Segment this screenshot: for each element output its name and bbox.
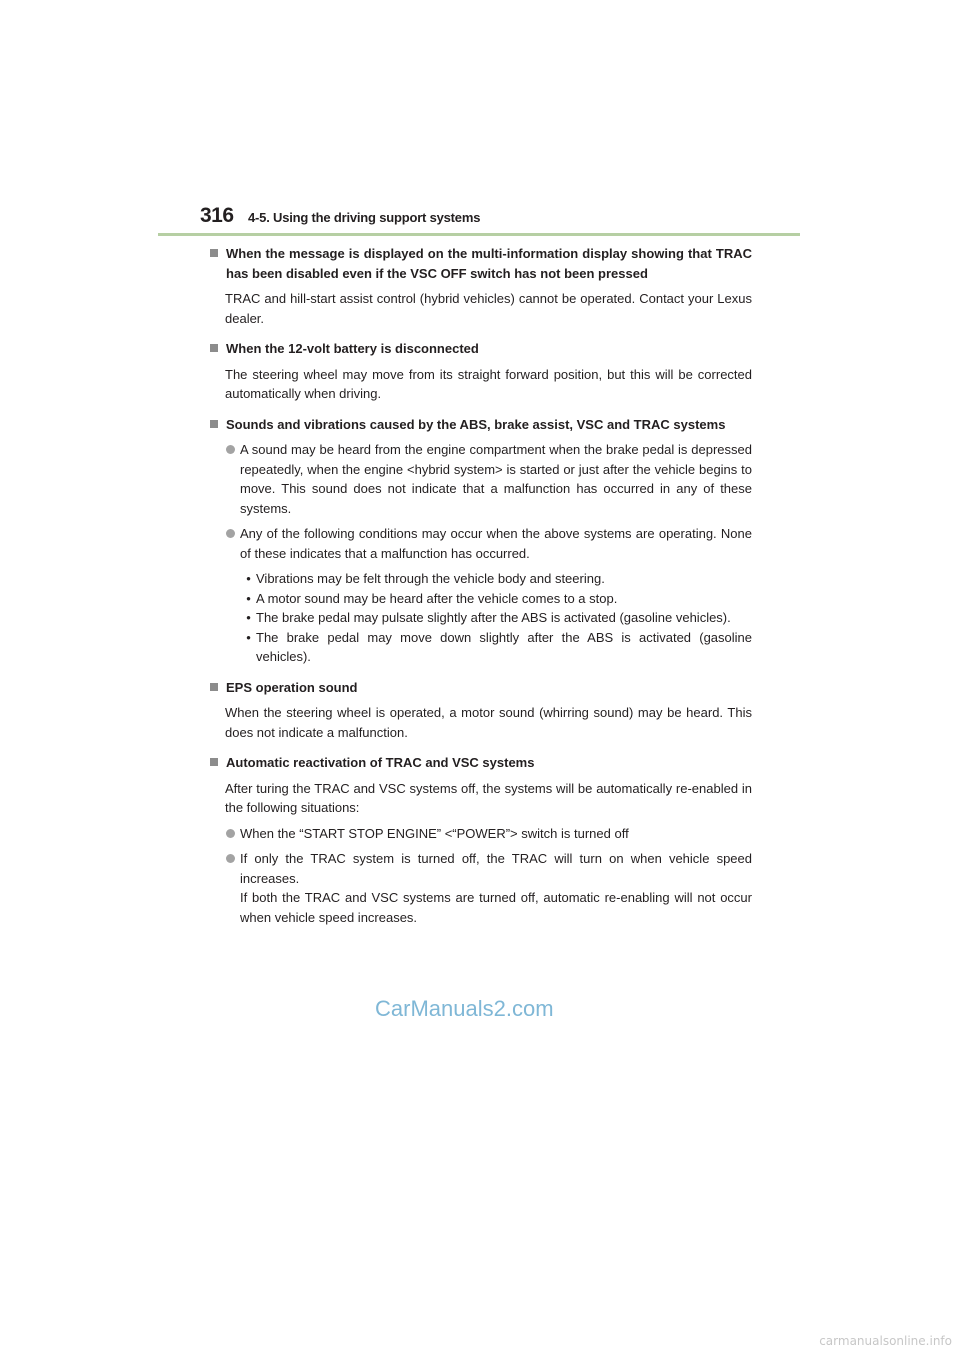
list-item: When the “START STOP ENGINE” <“POWER”> switch is turned off [210,824,752,844]
small-dot-icon: • [246,590,251,606]
list-item: If only the TRAC system is turned off, the TRAC will turn on when vehicle speed increases. If both the TRAC and VSC systems are turned off, automatic re-enabling will not occur when vehicle speed increases. [210,849,752,927]
square-bullet-icon [210,758,218,766]
section-body: After turing the TRAC and VSC systems off, the systems will be automatically re-enabled in the following situations: [225,780,752,815]
list-item: A sound may be heard from the engine compartment when the brake pedal is depressed repeatedly, when the engine <hybrid system> is started or just after the vehicle begins to move. This sound does not indicate that a malfunction has occurred in any of these systems. [210,440,752,518]
section-body: TRAC and hill-start assist control (hybrid vehicles) cannot be operated. Contact your Lexus dealer. [225,291,752,326]
section-heading: EPS operation sound [210,678,752,698]
header-rule [158,233,800,236]
square-bullet-icon [210,344,218,352]
page-number: 316 [200,204,234,227]
round-bullet-icon [226,529,235,538]
round-bullet-icon [226,445,235,454]
section-heading: When the 12-volt battery is disconnected [210,339,752,359]
sub-list-item: • The brake pedal may move down slightly after the ABS is activated (gasoline vehicles). [210,628,752,667]
list-item: Any of the following conditions may occur when the above systems are operating. None of these indicates that a malfunction has occurred. [210,524,752,563]
footer-watermark: carmanualsonline.info [819,1334,952,1348]
section-eps-sound [210,678,752,743]
watermark-logo: CarManuals2.com [375,996,554,1021]
section-heading: When the message is displayed on the multi-information display showing that TRAC has been disabled even if the VSC OFF switch has not been pressed [210,244,752,283]
round-bullet-icon [226,854,235,863]
round-bullet-icon [226,829,235,838]
section-body: When the steering wheel is operated, a motor sound (whirring sound) may be heard. This does not indicate a malfunction. [225,705,752,740]
section-sounds-vibrations [210,415,752,667]
small-dot-icon: • [246,571,251,586]
sub-list [210,569,752,667]
square-bullet-icon [210,420,218,428]
section-trac-disabled [210,244,752,328]
sub-list-item: • A motor sound may be heard after the vehicle comes to a stop. [210,589,752,609]
sub-list-item: • The brake pedal may pulsate slightly after the ABS is activated (gasoline vehicles). [210,608,752,628]
section-heading: Sounds and vibrations caused by the ABS, brake assist, VSC and TRAC systems [210,415,752,435]
section-title: 4-5. Using the driving support systems [248,210,481,225]
page-header [200,204,800,234]
square-bullet-icon [210,683,218,691]
section-body: The steering wheel may move from its straight forward position, but this will be corrected automatically when driving. [225,366,752,401]
section-heading: Automatic reactivation of TRAC and VSC systems [210,753,752,773]
sub-list-item: • Vibrations may be felt through the vehicle body and steering. [210,569,752,589]
page-content [210,244,752,938]
small-dot-icon: • [246,629,251,645]
square-bullet-icon [210,249,218,257]
small-dot-icon: • [246,610,251,625]
section-battery-disconnected [210,339,752,404]
section-auto-reactivation [210,753,752,927]
